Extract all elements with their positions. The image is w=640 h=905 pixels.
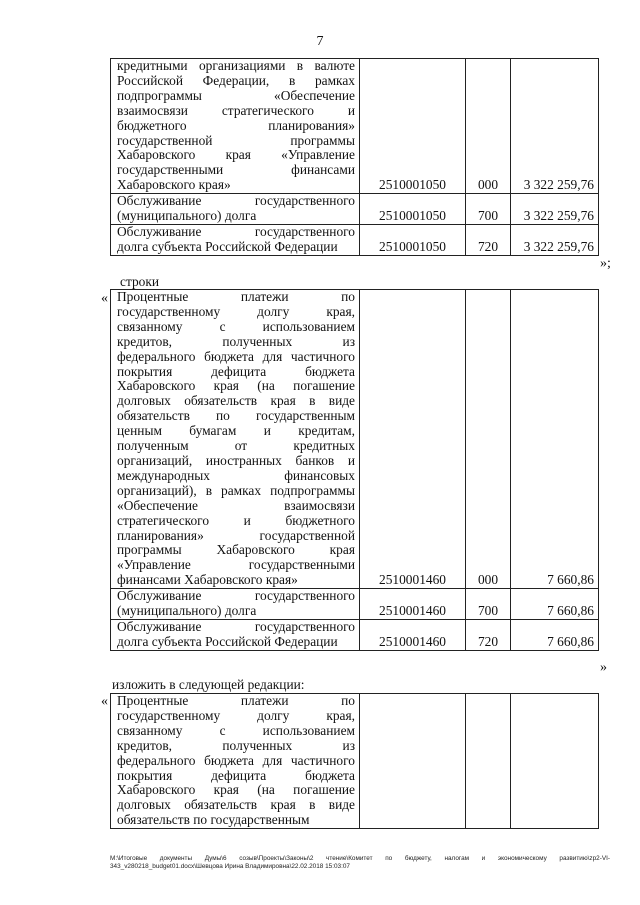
closing-quote-mark-1: »; (600, 256, 611, 271)
table-row (111, 290, 599, 589)
budget-table-2 (110, 289, 599, 651)
target-article-code: 2510001050 (360, 224, 466, 255)
description-line: планирования» государственной (117, 527, 355, 543)
target-article-code (360, 694, 466, 829)
description-line: подпрограммы «Обеспечение (117, 87, 355, 103)
target-article-code: 2510001460 (360, 589, 466, 620)
row-description (111, 194, 360, 225)
description-line: бюджетного планирования» (117, 117, 355, 133)
description-line: Процентные платежи по (117, 693, 355, 708)
description-line: полученным от кредитных (117, 438, 355, 454)
row-description (111, 589, 360, 620)
description-line: «Управление государственными (117, 557, 355, 573)
amount-value: 3 322 259,76 (511, 194, 599, 225)
expense-type-code: 700 (466, 194, 511, 225)
description-line: Хабаровского края «Управление (117, 147, 355, 163)
target-article-code: 2510001460 (360, 290, 466, 589)
row-description (111, 59, 360, 194)
description-line: организаций, иностранных банков и (117, 452, 355, 468)
description-line: кредитов, полученных из (117, 333, 355, 349)
description-line: стратегического и бюджетного (117, 512, 355, 528)
description-line: кредитными организациями в валюте (117, 58, 355, 73)
description-line: Хабаровского края» (117, 177, 231, 193)
opening-quote-mark-2: « (101, 291, 108, 306)
description-line: обязательств по государственным (117, 408, 355, 424)
description-line: федерального бюджета для частичного (117, 752, 355, 768)
row-description (111, 619, 360, 650)
description-line: (муниципального) долга (117, 603, 257, 619)
table-row (111, 619, 599, 650)
description-line: Обслуживание государственного (117, 223, 355, 239)
table-row (111, 694, 599, 829)
label-new-edition: изложить в следующей редакции: (112, 677, 305, 692)
budget-table-1 (110, 58, 599, 256)
target-article-code: 2510001050 (360, 194, 466, 225)
table-row (111, 589, 599, 620)
amount-value: 7 660,86 (511, 290, 599, 589)
target-article-code: 2510001460 (360, 619, 466, 650)
table-row (111, 224, 599, 255)
expense-type-code: 720 (466, 619, 511, 650)
description-line: международных финансовых (117, 467, 355, 483)
budget-table-3 (110, 693, 599, 829)
table-row (111, 59, 599, 194)
row-description (111, 694, 360, 829)
amount-value (511, 694, 599, 829)
description-line: Обслуживание государственного (117, 588, 355, 604)
description-line: покрытия дефицита бюджета (117, 363, 355, 379)
expense-type-code: 000 (466, 59, 511, 194)
row-description (111, 290, 360, 589)
table-row (111, 194, 599, 225)
description-line: ценным бумагам и кредитам, (117, 423, 355, 439)
description-line: долга субъекта Российской Федерации (117, 633, 338, 649)
opening-quote-mark-3: « (101, 694, 108, 709)
description-line: связанному с использованием (117, 318, 355, 334)
expense-type-code: 000 (466, 290, 511, 589)
expense-type-code: 700 (466, 589, 511, 620)
description-line: Обслуживание государственного (117, 193, 355, 209)
description-line: долговых обязательств края в виде (117, 393, 355, 409)
description-line: долговых обязательств края в виде (117, 797, 355, 813)
expense-type-code: 720 (466, 224, 511, 255)
description-line: государственной программы (117, 132, 355, 148)
amount-value: 7 660,86 (511, 589, 599, 620)
description-line: взаимосвязи стратегического и (117, 102, 355, 118)
description-line: связанному с использованием (117, 722, 355, 738)
description-line: государственному долгу края, (117, 707, 355, 723)
description-line: «Обеспечение взаимосвязи (117, 497, 355, 513)
description-line: Процентные платежи по (117, 289, 355, 304)
amount-value: 3 322 259,76 (511, 224, 599, 255)
description-line: покрытия дефицита бюджета (117, 767, 355, 783)
description-line: финансами Хабаровского края» (117, 572, 298, 588)
description-line: Российской Федерации, в рамках (117, 72, 355, 88)
description-line: федерального бюджета для частичного (117, 348, 355, 364)
label-stroki: строки (120, 274, 160, 289)
description-line: программы Хабаровского края (117, 542, 355, 558)
description-line: государственными финансами (117, 162, 355, 178)
expense-type-code (466, 694, 511, 829)
description-line: Хабаровского края (на погашение (117, 378, 355, 394)
amount-value: 7 660,86 (511, 619, 599, 650)
amount-value: 3 322 259,76 (511, 59, 599, 194)
description-line: обязательств по государственным (117, 812, 310, 828)
description-line: долга субъекта Российской Федерации (117, 238, 338, 254)
target-article-code: 2510001050 (360, 59, 466, 194)
description-line: организаций), в рамках подпрограммы (117, 482, 355, 498)
description-line: Обслуживание государственного (117, 618, 355, 634)
closing-quote-mark-2: » (600, 660, 607, 675)
description-line: кредитов, полученных из (117, 737, 355, 753)
row-description (111, 224, 360, 255)
description-line: государственному долгу края, (117, 303, 355, 319)
description-line: (муниципального) долга (117, 208, 257, 224)
page-number: 7 (316, 34, 324, 49)
document-footer-path: M:\Итоговые документы Думы\6 созыв\Проекты\Законы\2 чтение\Комитет по бюджету, налогам и экономическому развитию\zp2-VI-343_v280218_budget01.docx\Шевцова Ирина Владимировна\22.02.2018 15:03:07 (110, 855, 610, 870)
description-line: Хабаровского края (на погашение (117, 782, 355, 798)
